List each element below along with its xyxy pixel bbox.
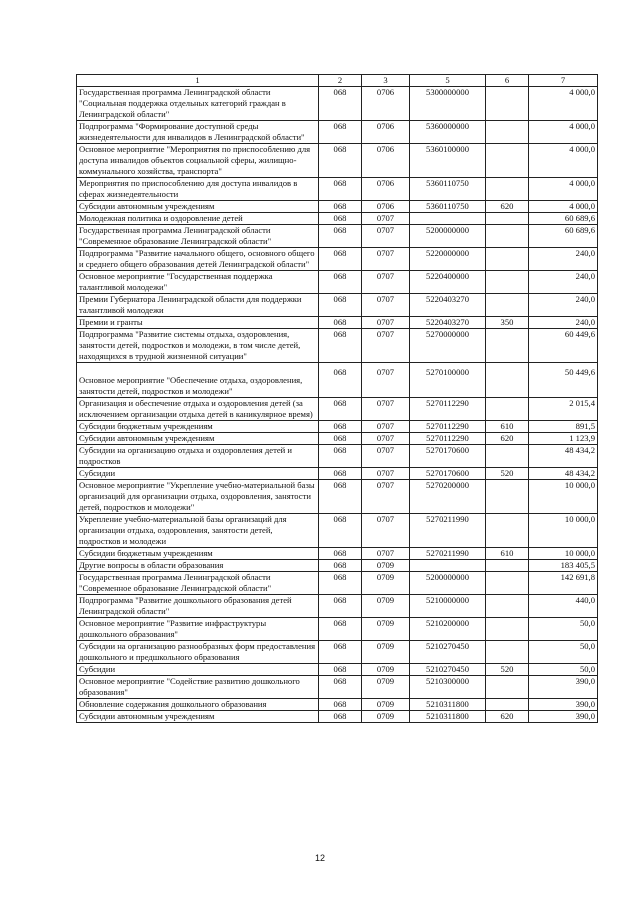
section-code-cell: 0707	[362, 398, 410, 421]
expense-type-cell	[486, 363, 529, 398]
table-row	[77, 144, 598, 178]
row-name-cell: Основное мероприятие "Государственная поддержка талантливой молодежи"	[77, 271, 319, 294]
target-item-cell: 5210311800	[410, 711, 486, 723]
amount-cell: 50,0	[529, 641, 598, 664]
table-row	[77, 121, 598, 144]
expense-type-cell: 350	[486, 317, 529, 329]
target-item-cell: 5360000000	[410, 121, 486, 144]
ministry-code-cell: 068	[319, 271, 362, 294]
target-item-cell: 5210270450	[410, 664, 486, 676]
table-row	[77, 468, 598, 480]
expense-type-cell	[486, 329, 529, 363]
ministry-code-cell: 068	[319, 248, 362, 271]
expense-type-cell	[486, 87, 529, 121]
ministry-code-cell: 068	[319, 676, 362, 699]
table-row	[77, 699, 598, 711]
table-row	[77, 201, 598, 213]
amount-cell: 240,0	[529, 317, 598, 329]
expense-type-cell	[486, 271, 529, 294]
amount-cell: 2 015,4	[529, 398, 598, 421]
table-row	[77, 641, 598, 664]
row-name-cell: Укрепление учебно-материальной базы организаций для организации отдыха, оздоровления, занятости детей, подростков и молодежи	[77, 514, 319, 548]
target-item-cell: 5270112290	[410, 398, 486, 421]
section-code-cell: 0709	[362, 618, 410, 641]
expense-type-cell: 520	[486, 664, 529, 676]
section-code-cell: 0707	[362, 317, 410, 329]
expense-type-cell	[486, 178, 529, 201]
row-name-cell: Обновление содержания дошкольного образования	[77, 699, 319, 711]
ministry-code-cell: 068	[319, 641, 362, 664]
ministry-code-cell: 068	[319, 213, 362, 225]
amount-cell: 10 000,0	[529, 548, 598, 560]
row-name-cell: Премии Губернатора Ленинградской области для поддержки талантливой молодежи	[77, 294, 319, 317]
section-code-cell: 0707	[362, 271, 410, 294]
ministry-code-cell: 068	[319, 329, 362, 363]
table-row	[77, 248, 598, 271]
ministry-code-cell: 068	[319, 421, 362, 433]
ministry-code-cell: 068	[319, 363, 362, 398]
section-code-cell: 0706	[362, 178, 410, 201]
ministry-code-cell: 068	[319, 433, 362, 445]
expense-type-cell	[486, 213, 529, 225]
section-code-cell: 0707	[362, 548, 410, 560]
expense-type-cell	[486, 618, 529, 641]
row-name-cell: Основное мероприятие "Содействие развитию дошкольного образования"	[77, 676, 319, 699]
row-name-cell: Основное мероприятие "Развитие инфраструктуры дошкольного образования"	[77, 618, 319, 641]
column-header: 2	[319, 75, 362, 87]
table-row	[77, 433, 598, 445]
row-name-cell: Мероприятия по приспособлению для доступа инвалидов в сферах жизнедеятельности	[77, 178, 319, 201]
ministry-code-cell: 068	[319, 595, 362, 618]
amount-cell: 60 689,6	[529, 225, 598, 248]
row-name-cell: Субсидии автономным учреждениям	[77, 711, 319, 723]
table-row	[77, 329, 598, 363]
ministry-code-cell: 068	[319, 618, 362, 641]
row-name-cell: Субсидии на организацию отдыха и оздоровления детей и подростков	[77, 445, 319, 468]
ministry-code-cell: 068	[319, 398, 362, 421]
section-code-cell: 0707	[362, 329, 410, 363]
table-row	[77, 421, 598, 433]
amount-cell: 240,0	[529, 294, 598, 317]
section-code-cell: 0709	[362, 572, 410, 595]
target-item-cell: 5270100000	[410, 363, 486, 398]
table-row	[77, 445, 598, 468]
target-item-cell	[410, 560, 486, 572]
ministry-code-cell: 068	[319, 560, 362, 572]
target-item-cell: 5200000000	[410, 225, 486, 248]
table-row	[77, 87, 598, 121]
target-item-cell: 5210311800	[410, 699, 486, 711]
ministry-code-cell: 068	[319, 548, 362, 560]
table-row	[77, 514, 598, 548]
row-name-cell: Основное мероприятие "Мероприятия по приспособлению для доступа инвалидов объектов социальной сферы, жилищно-коммунального хозяйства, транспорта"	[77, 144, 319, 178]
row-name-cell: Основное мероприятие "Обеспечение отдыха, оздоровления, занятости детей, подростков и молодежи"	[77, 363, 319, 398]
row-name-cell: Субсидии на организацию разнообразных форм предоставления дошкольного и предшкольного образования	[77, 641, 319, 664]
section-code-cell: 0707	[362, 363, 410, 398]
target-item-cell: 5220400000	[410, 271, 486, 294]
row-name-cell: Государственная программа Ленинградской области "Современное образование Ленинградской области"	[77, 225, 319, 248]
amount-cell: 440,0	[529, 595, 598, 618]
row-name-cell: Другие вопросы в области образования	[77, 560, 319, 572]
row-name-cell: Премии и гранты	[77, 317, 319, 329]
section-code-cell: 0707	[362, 248, 410, 271]
expense-type-cell: 620	[486, 201, 529, 213]
expense-type-cell	[486, 121, 529, 144]
amount-cell: 390,0	[529, 711, 598, 723]
expense-type-cell	[486, 445, 529, 468]
table-row	[77, 595, 598, 618]
ministry-code-cell: 068	[319, 121, 362, 144]
target-item-cell: 5270112290	[410, 421, 486, 433]
table-row	[77, 548, 598, 560]
expense-type-cell	[486, 641, 529, 664]
table-row	[77, 363, 598, 398]
table-row	[77, 480, 598, 514]
table-row	[77, 317, 598, 329]
section-code-cell: 0707	[362, 421, 410, 433]
target-item-cell: 5270000000	[410, 329, 486, 363]
table-row	[77, 572, 598, 595]
amount-cell: 50,0	[529, 664, 598, 676]
ministry-code-cell: 068	[319, 87, 362, 121]
target-item-cell: 5270170600	[410, 468, 486, 480]
section-code-cell: 0707	[362, 445, 410, 468]
section-code-cell: 0709	[362, 560, 410, 572]
expense-type-cell: 620	[486, 433, 529, 445]
section-code-cell: 0706	[362, 121, 410, 144]
target-item-cell: 5200000000	[410, 572, 486, 595]
amount-cell: 1 123,9	[529, 433, 598, 445]
target-item-cell: 5270211990	[410, 548, 486, 560]
target-item-cell: 5360100000	[410, 144, 486, 178]
expense-type-cell: 610	[486, 548, 529, 560]
amount-cell: 142 691,8	[529, 572, 598, 595]
column-header: 3	[362, 75, 410, 87]
expense-type-cell	[486, 514, 529, 548]
expense-type-cell: 610	[486, 421, 529, 433]
section-code-cell: 0707	[362, 468, 410, 480]
ministry-code-cell: 068	[319, 468, 362, 480]
table-row	[77, 225, 598, 248]
ministry-code-cell: 068	[319, 711, 362, 723]
column-header: 6	[486, 75, 529, 87]
expense-type-cell	[486, 699, 529, 711]
amount-cell: 50,0	[529, 618, 598, 641]
expense-type-cell	[486, 294, 529, 317]
row-name-cell: Субсидии	[77, 468, 319, 480]
ministry-code-cell: 068	[319, 514, 362, 548]
target-item-cell: 5270112290	[410, 433, 486, 445]
section-code-cell: 0709	[362, 676, 410, 699]
section-code-cell: 0706	[362, 201, 410, 213]
row-name-cell: Субсидии автономным учреждениям	[77, 201, 319, 213]
column-header: 5	[410, 75, 486, 87]
amount-cell: 240,0	[529, 248, 598, 271]
table-row	[77, 178, 598, 201]
table-body	[77, 87, 598, 723]
table-row	[77, 398, 598, 421]
expense-type-cell	[486, 480, 529, 514]
amount-cell: 10 000,0	[529, 514, 598, 548]
section-code-cell: 0707	[362, 433, 410, 445]
expense-type-cell	[486, 248, 529, 271]
target-item-cell: 5210200000	[410, 618, 486, 641]
section-code-cell: 0709	[362, 595, 410, 618]
amount-cell: 183 405,5	[529, 560, 598, 572]
amount-cell: 390,0	[529, 676, 598, 699]
ministry-code-cell: 068	[319, 664, 362, 676]
section-code-cell: 0707	[362, 225, 410, 248]
section-code-cell: 0707	[362, 213, 410, 225]
amount-cell: 240,0	[529, 271, 598, 294]
amount-cell: 60 689,6	[529, 213, 598, 225]
amount-cell: 48 434,2	[529, 468, 598, 480]
ministry-code-cell: 068	[319, 178, 362, 201]
row-name-cell: Подпрограмма "Развитие системы отдыха, оздоровления, занятости детей, подростков и молодежи, в том числе детей, находящихся в трудной жизненной ситуации"	[77, 329, 319, 363]
ministry-code-cell: 068	[319, 144, 362, 178]
expense-type-cell	[486, 560, 529, 572]
expense-type-cell	[486, 144, 529, 178]
target-item-cell: 5270211990	[410, 514, 486, 548]
table-row	[77, 294, 598, 317]
section-code-cell: 0707	[362, 480, 410, 514]
expense-type-cell	[486, 595, 529, 618]
ministry-code-cell: 068	[319, 480, 362, 514]
row-name-cell: Подпрограмма "Развитие дошкольного образования детей Ленинградской области"	[77, 595, 319, 618]
target-item-cell: 5360110750	[410, 201, 486, 213]
row-name-cell: Субсидии	[77, 664, 319, 676]
table-row	[77, 618, 598, 641]
table-row	[77, 711, 598, 723]
expense-type-cell: 520	[486, 468, 529, 480]
amount-cell: 48 434,2	[529, 445, 598, 468]
table-row	[77, 664, 598, 676]
amount-cell: 390,0	[529, 699, 598, 711]
target-item-cell: 5270170600	[410, 445, 486, 468]
budget-table	[76, 74, 598, 723]
row-name-cell: Субсидии бюджетным учреждениям	[77, 421, 319, 433]
amount-cell: 4 000,0	[529, 87, 598, 121]
expense-type-cell	[486, 676, 529, 699]
target-item-cell: 5210000000	[410, 595, 486, 618]
expense-type-cell: 620	[486, 711, 529, 723]
column-header: 7	[529, 75, 598, 87]
section-code-cell: 0706	[362, 144, 410, 178]
row-name-cell: Молодежная политика и оздоровление детей	[77, 213, 319, 225]
section-code-cell: 0709	[362, 711, 410, 723]
amount-cell: 4 000,0	[529, 201, 598, 213]
row-name-cell: Основное мероприятие "Укрепление учебно-материальной базы организаций для организации отдыха, оздоровления, занятости детей, подростков и молодежи"	[77, 480, 319, 514]
section-code-cell: 0709	[362, 664, 410, 676]
section-code-cell: 0709	[362, 699, 410, 711]
section-code-cell: 0709	[362, 641, 410, 664]
target-item-cell: 5220403270	[410, 317, 486, 329]
page-number: 12	[314, 853, 325, 863]
ministry-code-cell: 068	[319, 201, 362, 213]
expense-type-cell	[486, 572, 529, 595]
section-code-cell: 0707	[362, 294, 410, 317]
section-code-cell: 0707	[362, 514, 410, 548]
target-item-cell: 5270200000	[410, 480, 486, 514]
table-row	[77, 560, 598, 572]
table-row	[77, 271, 598, 294]
row-name-cell: Государственная программа Ленинградской области "Социальная поддержка отдельных категорий граждан в Ленинградской области"	[77, 87, 319, 121]
amount-cell: 50 449,6	[529, 363, 598, 398]
amount-cell: 4 000,0	[529, 121, 598, 144]
row-name-cell: Субсидии бюджетным учреждениям	[77, 548, 319, 560]
row-name-cell: Субсидии автономным учреждениям	[77, 433, 319, 445]
target-item-cell	[410, 213, 486, 225]
row-name-cell: Государственная программа Ленинградской области "Современное образование Ленинградской области"	[77, 572, 319, 595]
ministry-code-cell: 068	[319, 445, 362, 468]
expense-type-cell	[486, 398, 529, 421]
ministry-code-cell: 068	[319, 572, 362, 595]
row-name-cell: Подпрограмма "Формирование доступной среды жизнедеятельности для инвалидов в Ленинградской области"	[77, 121, 319, 144]
target-item-cell: 5360110750	[410, 178, 486, 201]
target-item-cell: 5300000000	[410, 87, 486, 121]
column-header: 1	[77, 75, 319, 87]
amount-cell: 891,5	[529, 421, 598, 433]
target-item-cell: 5210270450	[410, 641, 486, 664]
ministry-code-cell: 068	[319, 225, 362, 248]
section-code-cell: 0706	[362, 87, 410, 121]
table-row	[77, 213, 598, 225]
ministry-code-cell: 068	[319, 294, 362, 317]
row-name-cell: Организация и обеспечение отдыха и оздоровления детей (за исключением организации отдыха детей в каникулярное время)	[77, 398, 319, 421]
ministry-code-cell: 068	[319, 317, 362, 329]
target-item-cell: 5220000000	[410, 248, 486, 271]
ministry-code-cell: 068	[319, 699, 362, 711]
target-item-cell: 5220403270	[410, 294, 486, 317]
target-item-cell: 5210300000	[410, 676, 486, 699]
amount-cell: 4 000,0	[529, 144, 598, 178]
amount-cell: 60 449,6	[529, 329, 598, 363]
expense-type-cell	[486, 225, 529, 248]
table-header-row	[77, 75, 598, 87]
table-row	[77, 676, 598, 699]
amount-cell: 10 000,0	[529, 480, 598, 514]
amount-cell: 4 000,0	[529, 178, 598, 201]
row-name-cell: Подпрограмма "Развитие начального общего, основного общего и среднего общего образования детей Ленинградской области"	[77, 248, 319, 271]
